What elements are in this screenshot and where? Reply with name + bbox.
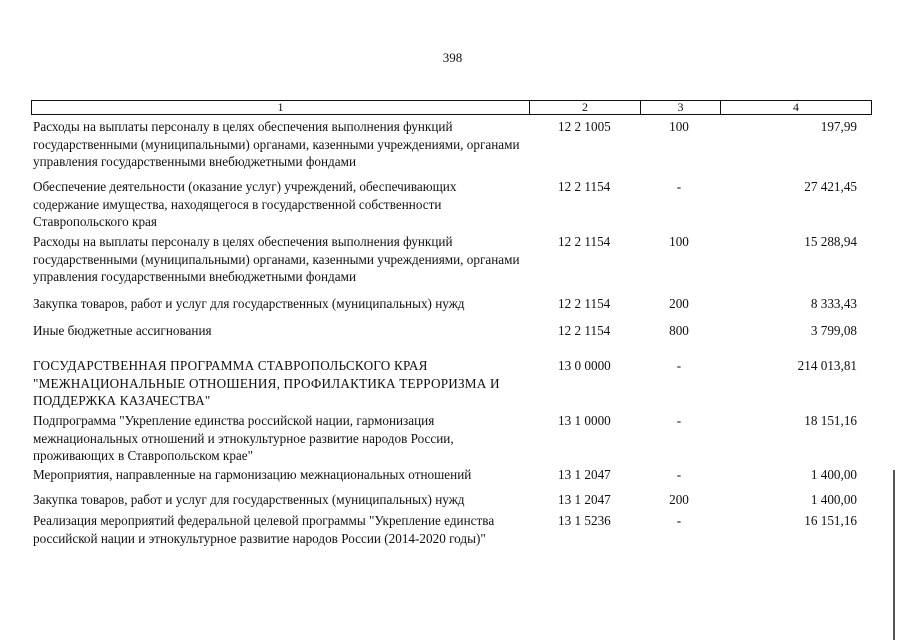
header-col-1: 1 [277,100,284,114]
row-code: 12 2 1154 [558,179,611,194]
row-amount: 15 288,94 [804,234,857,249]
page-number: 398 [442,50,463,65]
row-code: 12 2 1154 [558,323,611,338]
row-amount: 1 400,00 [810,467,857,482]
row-expense-type: 200 [669,296,689,311]
row-amount: 3 799,08 [810,323,857,338]
table-header-row [31,100,872,115]
row-code: 13 1 5236 [558,513,611,528]
row-code: 13 0 0000 [558,358,611,373]
row-amount: 1 400,00 [810,492,857,507]
row-amount: 16 151,16 [804,513,857,528]
row-code: 13 1 0000 [558,413,611,428]
row-description: Расходы на выплаты персоналу в целях обеспечения выполнения функций государственными (муниципальными) органами, казенными учреждениями, органами управления государственными внебюджетными фондами [33,119,520,169]
row-expense-type: - [676,358,682,373]
row-code: 12 2 1154 [558,234,611,249]
header-col-3: 3 [640,101,720,114]
row-expense-type: - [676,413,682,428]
row-expense-type: - [676,513,682,528]
row-description: Закупка товаров, работ и услуг для государственных (муниципальных) нужд [33,296,465,311]
row-amount: 214 013,81 [797,358,857,373]
row-expense-type: 100 [669,119,689,134]
row-expense-type: 800 [669,323,689,338]
budget-table [31,100,872,546]
row-expense-type: 100 [669,234,689,249]
row-code: 13 1 2047 [558,467,611,482]
row-description: Обеспечение деятельности (оказание услуг) учреждений, обеспечивающих содержание имущества, находящегося в государственной собственности Ставропольского края [33,179,457,229]
row-code: 12 2 1005 [558,119,611,134]
row-description: Иные бюджетные ассигнования [33,323,212,338]
row-amount: 197,99 [820,119,857,134]
scan-edge-line [893,470,895,640]
row-description: ГОСУДАРСТВЕННАЯ ПРОГРАММА СТАВРОПОЛЬСКОГО КРАЯ "МЕЖНАЦИОНАЛЬНЫЕ ОТНОШЕНИЯ, ПРОФИЛАКТИКА ТЕРРОРИЗМА И ПОДДЕРЖКА КАЗАЧЕСТВА" [33,358,500,408]
row-description: Расходы на выплаты персоналу в целях обеспечения выполнения функций государственными (муниципальными) органами, казенными учреждениями, органами управления государственными внебюджетными фондами [33,234,520,284]
row-description: Подпрограмма "Укрепление единства российской нации, гармонизация межнациональных отношений и этнокультурное развитие народов России, проживающих в Ставропольском крае" [33,413,454,463]
row-expense-type: - [676,179,682,194]
row-description: Закупка товаров, работ и услуг для государственных (муниципальных) нужд [33,492,465,507]
row-expense-type: 200 [669,492,689,507]
row-code: 12 2 1154 [558,296,611,311]
header-col-4: 4 [720,101,871,114]
row-amount: 27 421,45 [804,179,857,194]
row-amount: 18 151,16 [804,413,857,428]
row-amount: 8 333,43 [810,296,857,311]
header-col-2: 2 [529,101,640,114]
row-expense-type: - [676,467,682,482]
row-description: Мероприятия, направленные на гармонизацию межнациональных отношений [33,467,472,482]
row-description: Реализация мероприятий федеральной целевой программы "Укрепление единства российской нации и этнокультурное развитие народов России (2014-2020 годы)" [33,513,495,546]
row-code: 13 1 2047 [558,492,611,507]
